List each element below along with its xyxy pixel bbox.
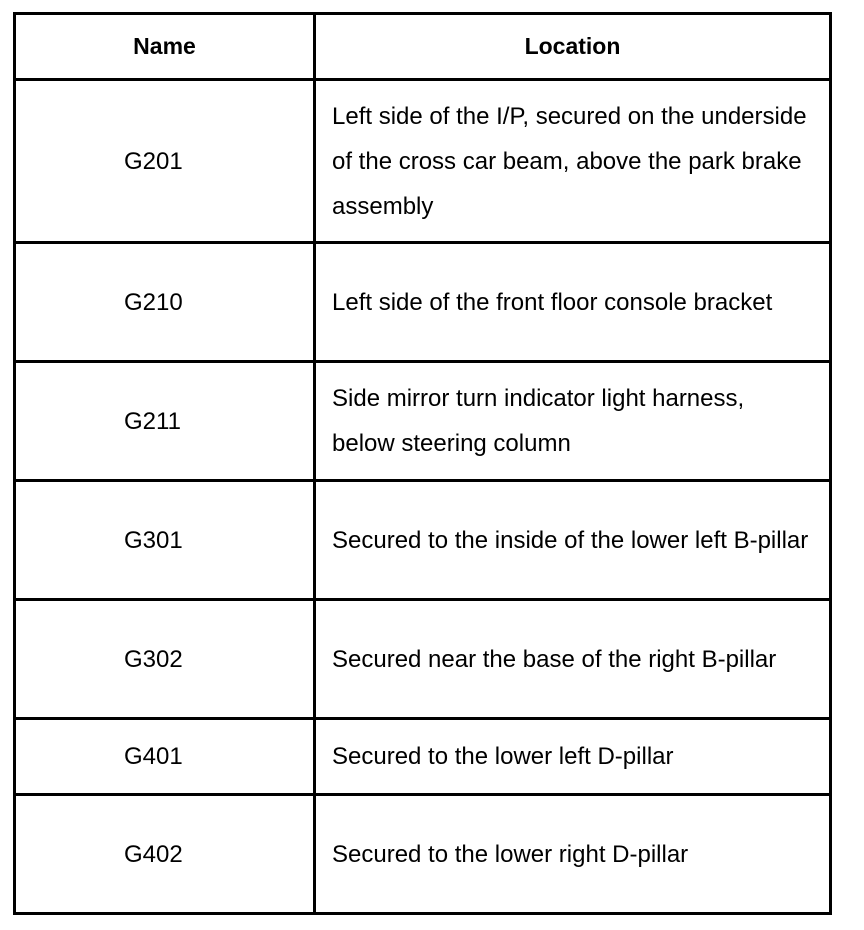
header-location: Location xyxy=(315,14,831,80)
ground-location-cell: Left side of the I/P, secured on the underside of the cross car beam, above the park brake assembly xyxy=(315,80,831,243)
ground-name-cell: G211 xyxy=(15,362,315,481)
table-row xyxy=(15,362,831,481)
table-row xyxy=(15,243,831,362)
ground-name-cell: G401 xyxy=(15,719,315,795)
table-row xyxy=(15,481,831,600)
table-header-row xyxy=(15,14,831,80)
table-row xyxy=(15,719,831,795)
ground-name-cell: G301 xyxy=(15,481,315,600)
header-name: Name xyxy=(15,14,315,80)
ground-location-cell: Side mirror turn indicator light harness, below steering column xyxy=(315,362,831,481)
ground-location-cell: Secured to the inside of the lower left B-pillar xyxy=(315,481,831,600)
ground-name-cell: G402 xyxy=(15,795,315,914)
ground-name-cell: G201 xyxy=(15,80,315,243)
ground-location-cell: Secured to the lower left D-pillar xyxy=(315,719,831,795)
table-row xyxy=(15,80,831,243)
ground-name-cell: G210 xyxy=(15,243,315,362)
ground-location-cell: Secured near the base of the right B-pillar xyxy=(315,600,831,719)
ground-name-cell: G302 xyxy=(15,600,315,719)
table-row xyxy=(15,795,831,914)
table-row xyxy=(15,600,831,719)
ground-location-cell: Left side of the front floor console bracket xyxy=(315,243,831,362)
ground-location-cell: Secured to the lower right D-pillar xyxy=(315,795,831,914)
ground-location-table xyxy=(13,12,832,915)
